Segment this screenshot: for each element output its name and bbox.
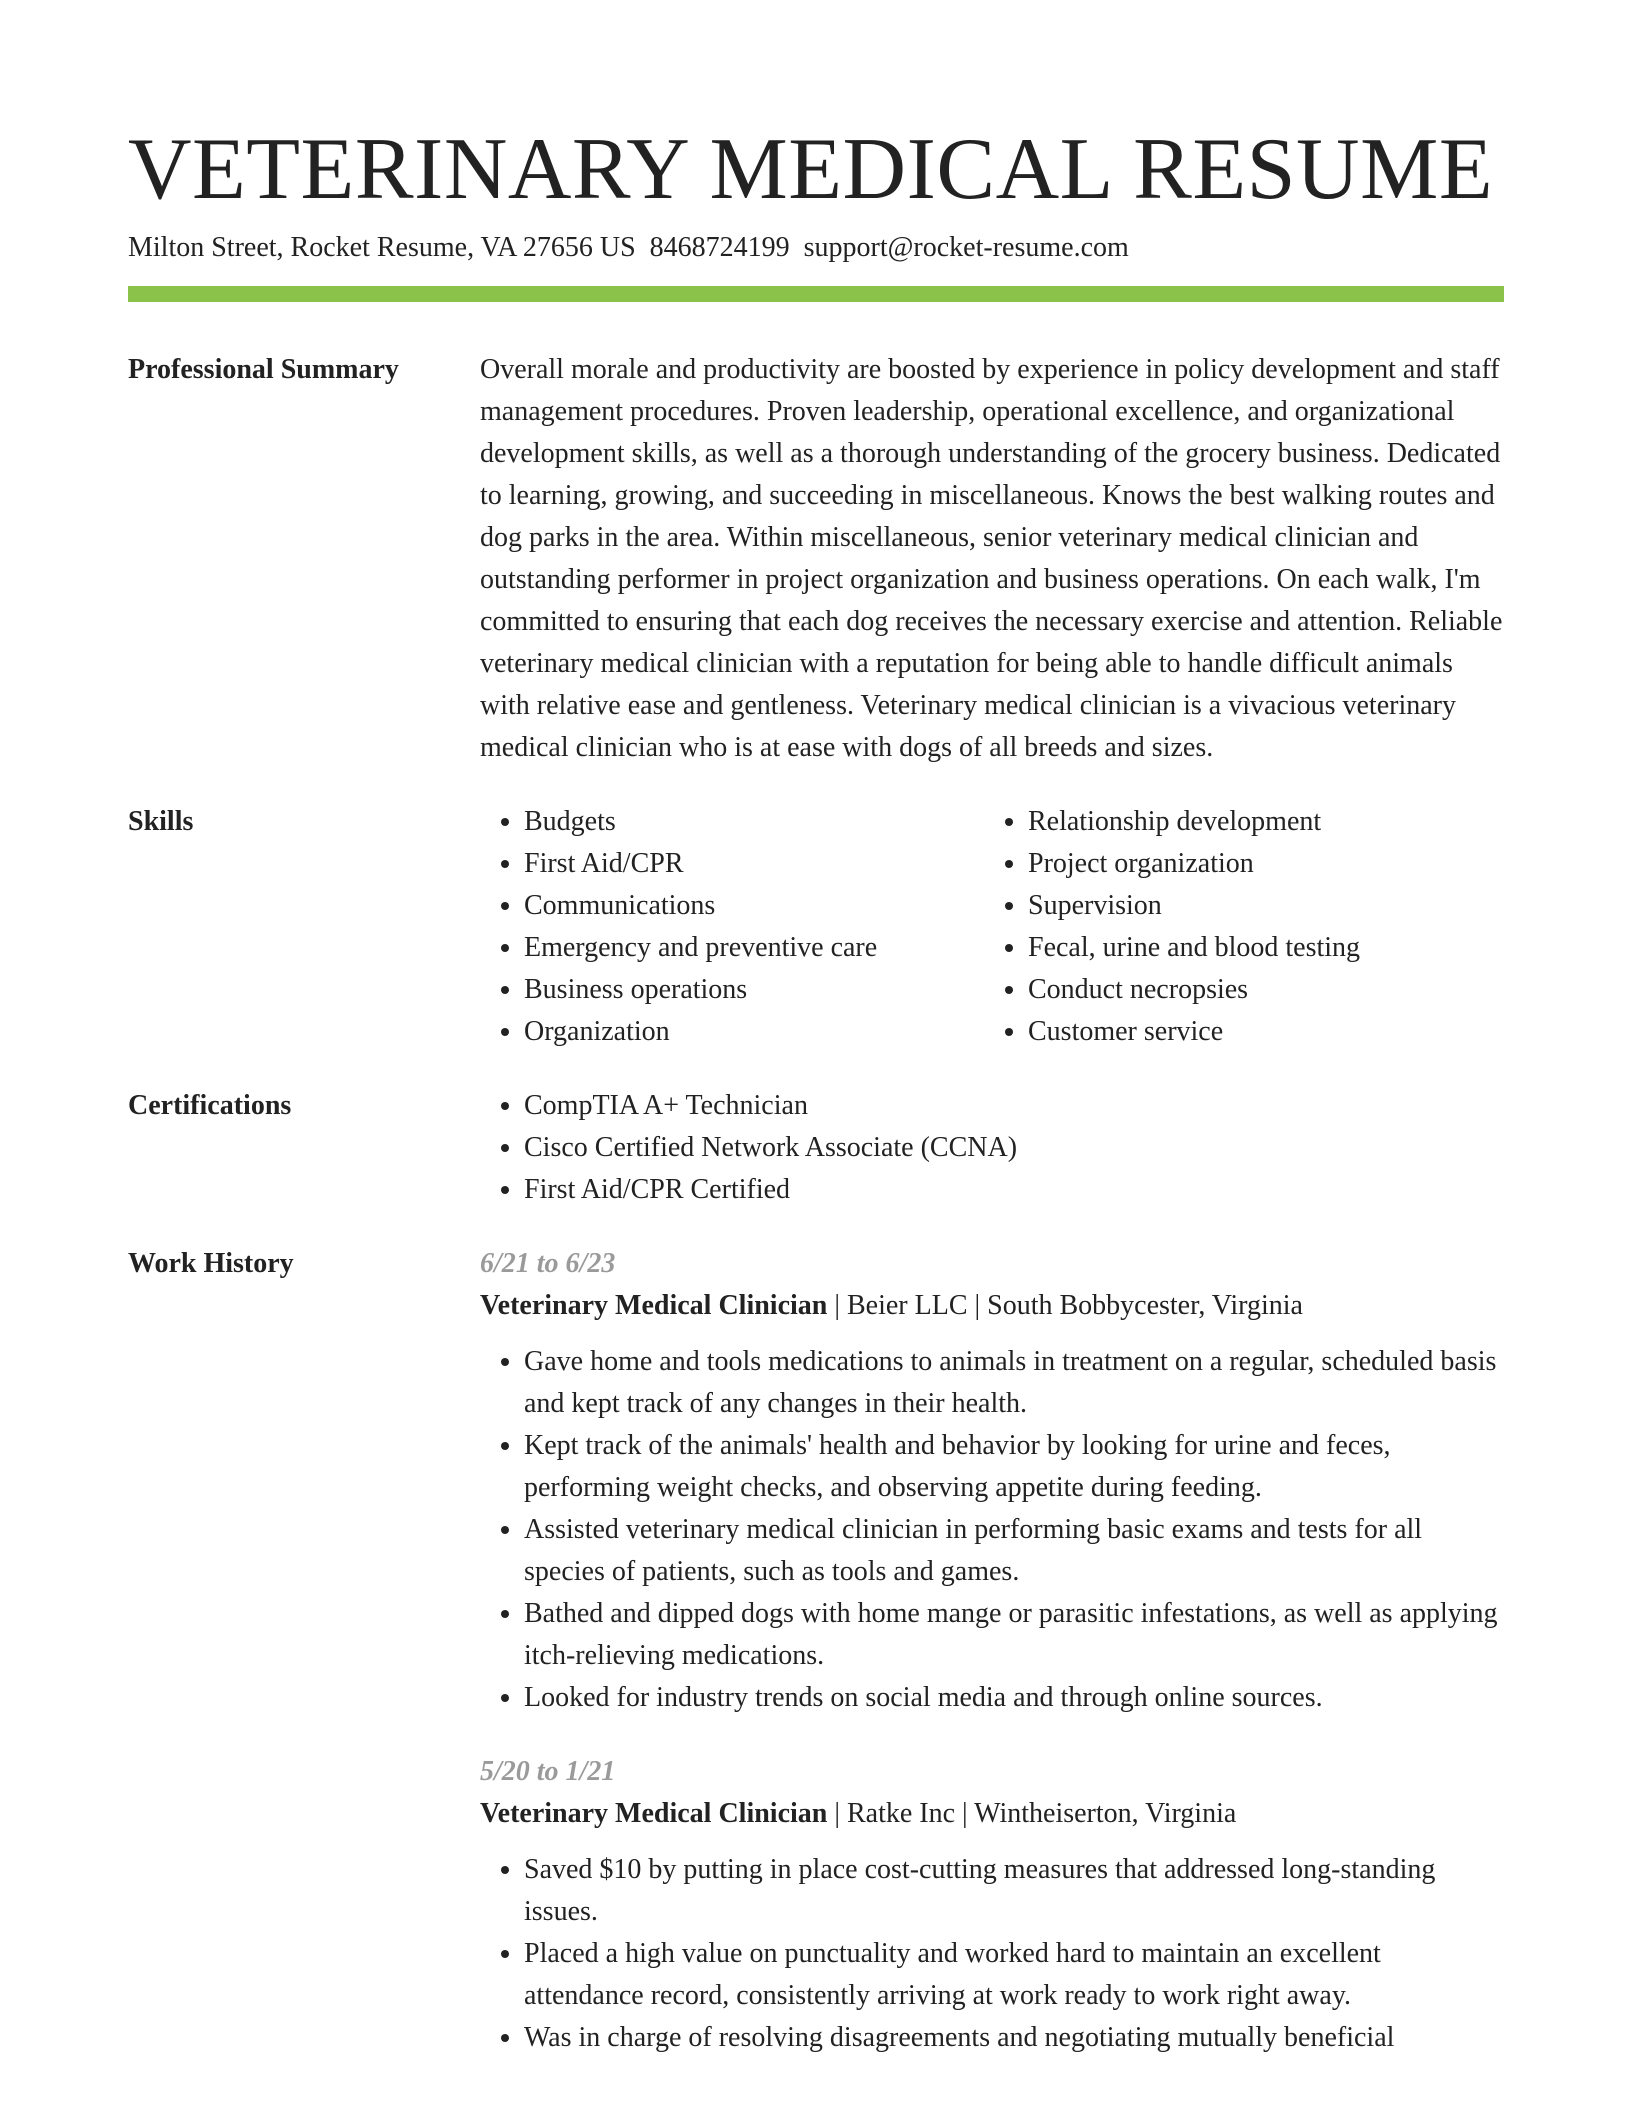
contact-email: support@rocket-resume.com bbox=[803, 232, 1129, 263]
section-label-certifications: Certifications bbox=[128, 1090, 292, 1121]
job-entry bbox=[480, 1751, 1504, 2059]
skill-item: • Supervision bbox=[1028, 885, 1488, 927]
job-bullet: • Assisted veterinary medical clinician in performing basic exams and tests for all species of patients, such as tools and games. bbox=[524, 1509, 1504, 1593]
job-company: Beier LLC bbox=[846, 1290, 968, 1321]
skills-list-right bbox=[984, 801, 1488, 1053]
skills-list-left bbox=[480, 801, 984, 1053]
job-bullet: • Saved $10 by putting in place cost-cutting measures that addressed long-standing issues. bbox=[524, 1849, 1504, 1933]
section-label-skills: Skills bbox=[128, 806, 194, 837]
summary-text: Overall morale and productivity are boosted by experience in policy development and staff management procedures. Proven leadership, operational excellence, and organizational development skills, as well as a thorough understanding of the grocery business. Dedicated to learning, growing, and succeeding in miscellaneous. Knows the best walking routes and dog parks in the area. Within miscellaneous, senior veterinary medical clinician and outstanding performer in project organization and business operations. On each walk, I'm committed to ensuring that each dog receives the necessary exercise and attention. Reliable veterinary medical clinician with a reputation for being able to handle difficult animals with relative ease and gentleness. Veterinary medical clinician is a vivacious veterinary medical clinician who is at ease with dogs of all breeds and sizes. bbox=[480, 354, 1503, 763]
header-divider bbox=[128, 286, 1504, 302]
job-bullet: • Was in charge of resolving disagreements and negotiating mutually beneficial bbox=[524, 2017, 1504, 2059]
skill-item: • Budgets bbox=[524, 801, 984, 843]
job-company: Ratke Inc bbox=[846, 1798, 956, 1829]
certification-item: • CompTIA A+ Technician bbox=[524, 1085, 1504, 1127]
job-bullet: • Gave home and tools medications to animals in treatment on a regular, scheduled basis and kept track of any changes in their health. bbox=[524, 1341, 1504, 1425]
summary-section bbox=[128, 349, 1504, 769]
job-dates: 5/20 to 1/21 bbox=[480, 1756, 616, 1787]
job-entry bbox=[480, 1243, 1504, 1719]
certification-item: • First Aid/CPR Certified bbox=[524, 1169, 1504, 1211]
resume-sections bbox=[128, 349, 1504, 2123]
job-separator: | bbox=[834, 1290, 847, 1321]
certifications-section bbox=[128, 1085, 1504, 1211]
job-bullet: • Placed a high value on punctuality and worked hard to maintain an excellent attendance record, consistently arriving at work ready to work right away. bbox=[524, 1933, 1504, 2017]
skills-grid bbox=[480, 801, 1504, 1053]
skill-item: • Customer service bbox=[1028, 1011, 1488, 1053]
work-history-body bbox=[480, 1243, 1504, 2091]
skill-item: • Organization bbox=[524, 1011, 984, 1053]
section-label-summary: Professional Summary bbox=[128, 354, 399, 385]
certifications-list bbox=[480, 1085, 1504, 1211]
job-bullets bbox=[480, 1341, 1504, 1719]
contact-line bbox=[128, 230, 1129, 266]
job-heading bbox=[480, 1285, 1504, 1327]
skill-item: • Relationship development bbox=[1028, 801, 1488, 843]
skill-item: • Communications bbox=[524, 885, 984, 927]
work-history-section bbox=[128, 1243, 1504, 2091]
skills-section bbox=[128, 801, 1504, 1053]
summary-body bbox=[480, 349, 1504, 769]
skill-item: • Conduct necropsies bbox=[1028, 969, 1488, 1011]
certification-item: • Cisco Certified Network Associate (CCNA) bbox=[524, 1127, 1504, 1169]
contact-phone: 8468724199 bbox=[649, 232, 790, 263]
skill-item: • Business operations bbox=[524, 969, 984, 1011]
job-heading bbox=[480, 1793, 1504, 1835]
skill-item: • Emergency and preventive care bbox=[524, 927, 984, 969]
skill-item: • First Aid/CPR bbox=[524, 843, 984, 885]
skill-item: • Project organization bbox=[1028, 843, 1488, 885]
job-title: Veterinary Medical Clinician bbox=[480, 1290, 828, 1321]
job-bullets bbox=[480, 1849, 1504, 2059]
job-location: Wintheiserton, Virginia bbox=[974, 1798, 1237, 1829]
contact-address: Milton Street, Rocket Resume, VA 27656 US bbox=[128, 232, 636, 263]
section-label-work-history: Work History bbox=[128, 1248, 294, 1279]
job-location: South Bobbycester, Virginia bbox=[987, 1290, 1303, 1321]
certifications-body bbox=[480, 1085, 1504, 1211]
job-dates: 6/21 to 6/23 bbox=[480, 1248, 616, 1279]
resume-title: VETERINARY MEDICAL RESUME bbox=[128, 121, 1494, 218]
job-bullet: • Bathed and dipped dogs with home mange or parasitic infestations, as well as applying itch-relieving medications. bbox=[524, 1593, 1504, 1677]
job-title: Veterinary Medical Clinician bbox=[480, 1798, 828, 1829]
job-bullet: • Kept track of the animals' health and behavior by looking for urine and feces, performing weight checks, and observing appetite during feeding. bbox=[524, 1425, 1504, 1509]
job-separator: | bbox=[974, 1290, 988, 1321]
skill-item: • Fecal, urine and blood testing bbox=[1028, 927, 1488, 969]
job-bullet: • Looked for industry trends on social media and through online sources. bbox=[524, 1677, 1504, 1719]
job-separator: | bbox=[962, 1798, 975, 1829]
job-separator: | bbox=[834, 1798, 847, 1829]
